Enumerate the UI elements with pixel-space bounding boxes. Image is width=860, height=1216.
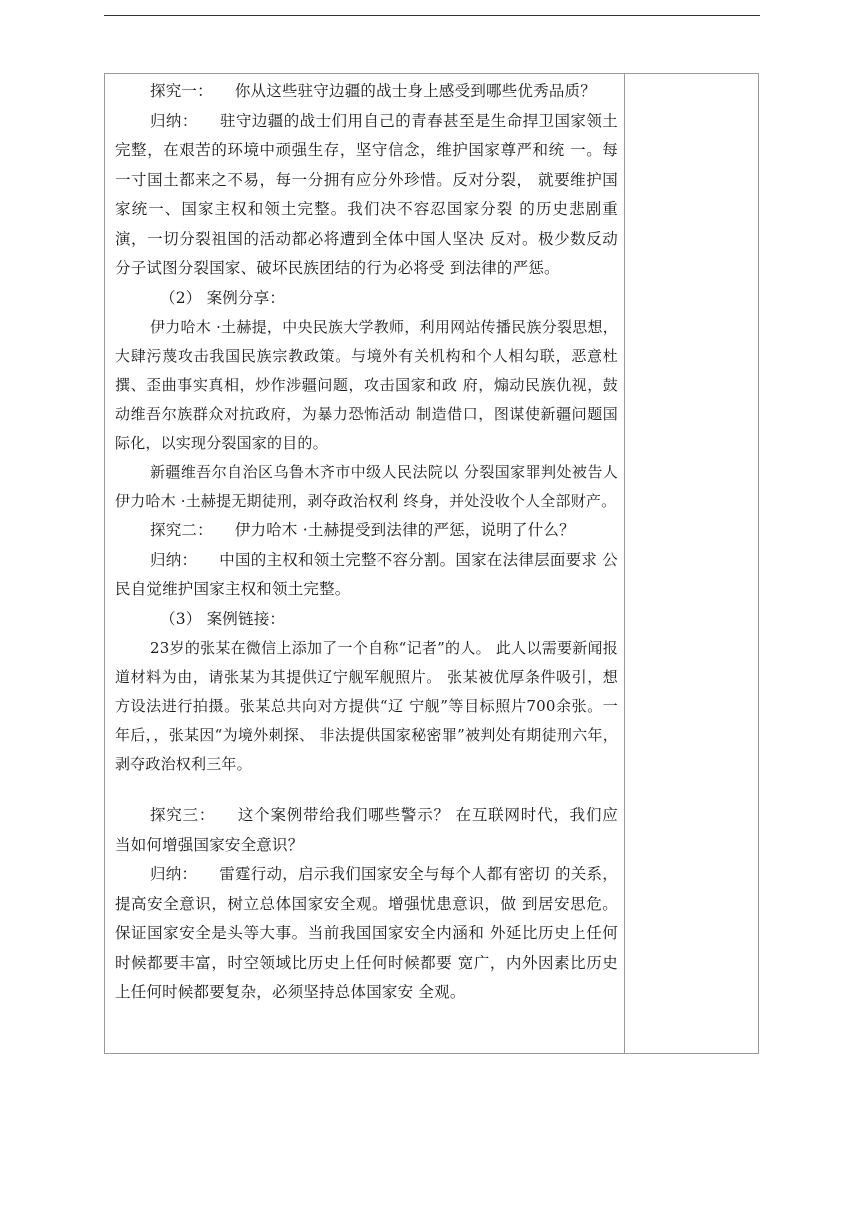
explore-1-label: 探究一： xyxy=(150,82,213,100)
summary-2-text: 中国的主权和领土完整不容分割。国家在法律层面要求 公民自觉维护国家主权和领土完整。 xyxy=(115,550,618,598)
explore-2-label: 探究二： xyxy=(150,521,213,539)
explore-2 xyxy=(115,516,618,546)
section-2-heading xyxy=(115,284,618,314)
explore-3-question: 这个案例带给我们哪些警示？ 在互联网时代，我们应 当如何增强国家安全意识？ xyxy=(115,806,618,854)
explore-1-question: 你从这些驻守边疆的战士身上感受到哪些优秀品质？ xyxy=(234,82,596,100)
lesson-content-cell xyxy=(105,74,624,1008)
lesson-table xyxy=(104,73,759,1054)
explore-2-question: 伊力哈木 ·土赫提受到法律的严惩，说明了什么？ xyxy=(234,521,575,539)
section-2-title: 案例分享： xyxy=(206,288,286,307)
explore-3 xyxy=(115,801,618,860)
explore-1 xyxy=(115,77,618,107)
summary-1-text: 驻守边疆的战士们用自己的青春甚至是生命捍卫国家领土完整，在艰苦的环境中顽强生存，坚守信念，维护国家尊严和统 一。每一寸国土都来之不易，每一分拥有应分外珍惜。反对分裂， 就要维护国家统一、国家主权和领土完整。我们决不容忍国家分裂 的历史悲剧重演，一切分裂祖国的活动都必将遭到全体中国人坚决 反对。极少数反动分子试图分裂国家、破坏民族团结的行为必将受 到法律的严惩。 xyxy=(115,111,618,277)
case-2-paragraph-2: 新疆维吾尔自治区乌鲁木齐市中级人民法院以 分裂国家罪判处被告人伊力哈木 ·土赫提无期徒刑，剥夺政治权利 终身，并处没收个人全部财产。 xyxy=(115,463,618,510)
explore-3-label: 探究三： xyxy=(150,806,216,824)
summary-2 xyxy=(115,546,618,605)
summary-2-label: 归纳： xyxy=(150,550,198,569)
case-3-paragraph: 23岁的张某在微信上添加了一个自称“记者”的人。 此人以需要新闻报道材料为由，请张某为其提供辽宁舰军舰照片。 张某被优厚条件吸引，想方设法进行拍摄。张某总共向对方提供“辽 宁舰”等目标照片700余张。一年后，，张某因“为境外刺探、 非法提供国家秘密罪”被判处有期徒刑六年，剥夺政治权利三年。 xyxy=(115,639,618,773)
section-3-heading xyxy=(115,605,618,635)
case-2-paragraph-1: 伊力哈木 ·土赫提，中央民族大学教师，利用网站传播民族分裂思想， 大肆污蔑攻击我国民族宗教政策。与境外有关机构和个人相勾联，恶意杜撰、歪曲事实真相，炒作涉疆问题，攻击国家和政 府，煽动民族仇视，鼓动维吾尔族群众对抗政府，为暴力恐怖活动 制造借口，图谋使新疆问题国际化，以实现分裂国家的目的。 xyxy=(115,318,618,452)
notes-column-divider xyxy=(624,74,625,1053)
section-3-number: （3） xyxy=(160,609,202,628)
summary-1-label: 归纳： xyxy=(150,111,198,130)
summary-1 xyxy=(115,107,618,284)
summary-3-text: 雷霆行动，启示我们国家安全与每个人都有密切 的关系，提高安全意识，树立总体国家安全观。增强忧患意识，做 到居安思危。保证国家安全是头等大事。当前我国国家安全内涵和 外延比历史上任何时候都要丰富，时空领域比历史上任何时候都要 宽广，内外因素比历史上任何时候都要复杂，必须坚持总体国家安 全观。 xyxy=(115,865,618,1001)
spacer xyxy=(115,779,618,801)
section-3-title: 案例链接： xyxy=(206,609,286,628)
summary-3 xyxy=(115,860,618,1008)
header-rule xyxy=(104,15,760,16)
section-2-number: （2） xyxy=(160,288,202,307)
summary-3-label: 归纳： xyxy=(150,865,198,883)
